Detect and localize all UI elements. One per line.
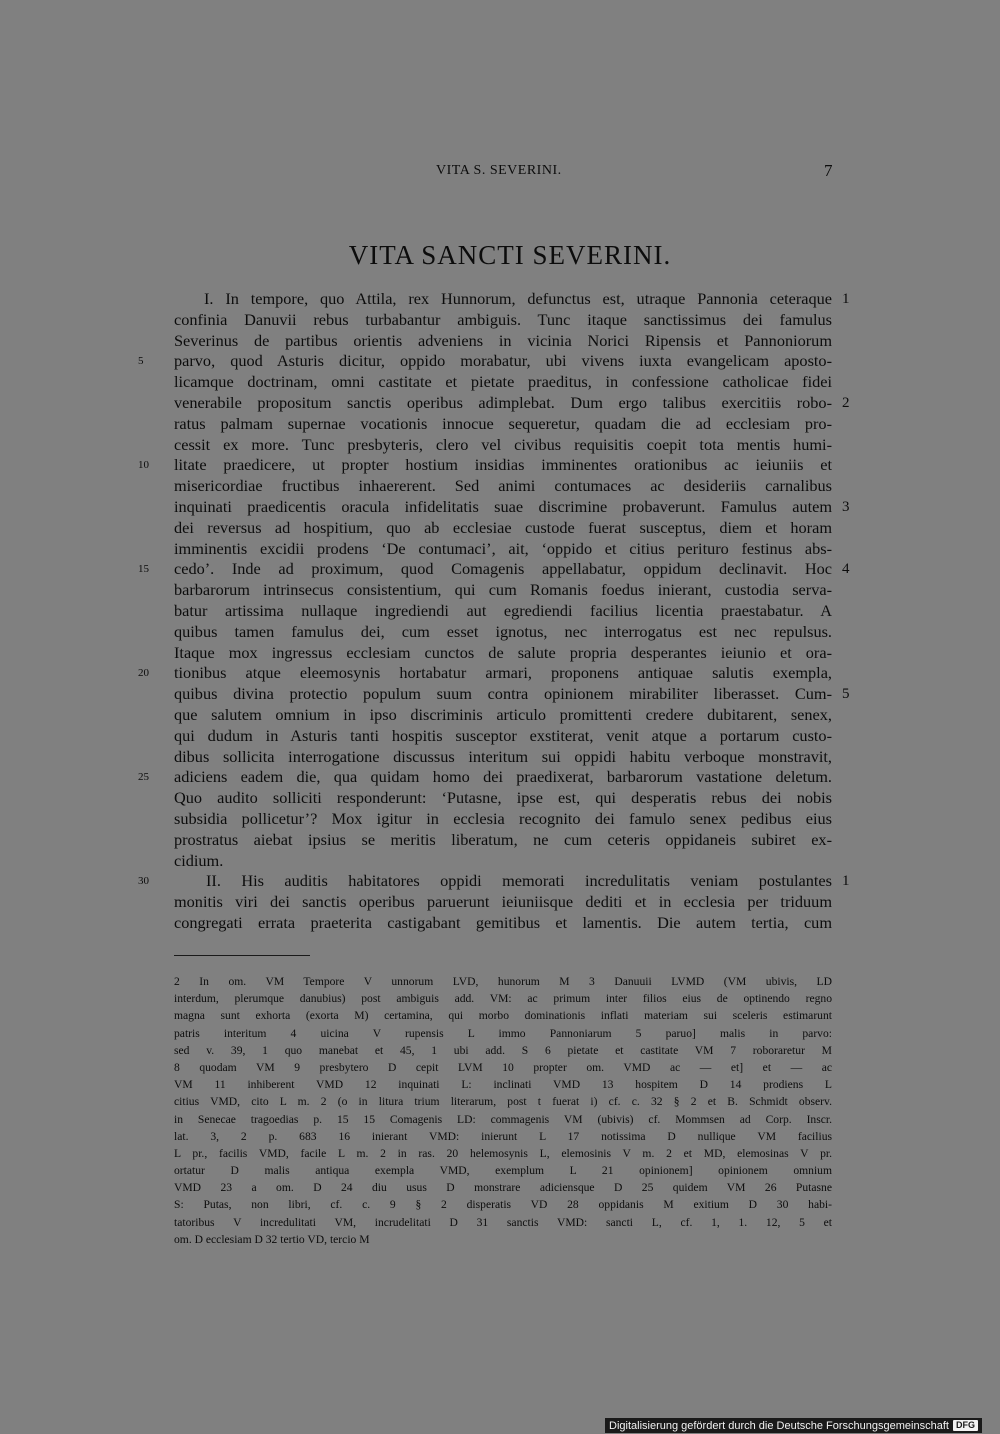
line-text: cidium. (174, 850, 224, 870)
text-line (174, 496, 850, 518)
footnote-line: sed v. 39, 1 quo manebat et 45, 1 ubi add. S 6 pietate et castitate VM 7 roboraretur M (174, 1043, 832, 1057)
line-text: I. In tempore, quo Attila, rex Hunnorum, defunctus est, utraque Pannonia ceteraque (204, 289, 832, 308)
footnote-line: ortatur D malis antiqua exempla VMD, exemplum L 21 opinionem] opinionem omnium (174, 1164, 832, 1178)
line-text: confinia Danuvii rebus turbabantur ambiguis. Tunc itaque sanctissimus dei famulus (174, 309, 832, 329)
text-line (174, 392, 850, 414)
text-line (174, 830, 832, 851)
line-number: 10 (138, 459, 149, 472)
footnote-line: patris interitum 4 uicina V rupensis L immo Pannoniarum 5 paruo] malis in parvo: (174, 1026, 832, 1040)
text-line (138, 351, 832, 372)
line-text: que salutem omnium in ipso discriminis articulo promittenti credere dubitarent, senex, (174, 704, 832, 724)
line-text: adiciens eadem die, qua quidam homo dei praedixerat, barbarorum vastatione deletum. (174, 767, 832, 787)
text-line (138, 871, 850, 892)
footnote-line: citius VMD, cito L m. 2 (o in litura trium literarum, post t fuerat i) cf. c. 32 § 2 et B. Schmidt observ. (174, 1095, 832, 1109)
text-line (174, 726, 832, 747)
line-text: Severinus de partibus orientis adveniens in vicinia Norici Ripensis et Pannoniorum (174, 330, 832, 350)
section-number: 1 (842, 291, 850, 307)
text-line (174, 310, 832, 331)
footnote-line: S: Putas, non libri, cf. c. 9 § 2 disperatis VD 28 oppidanis M exitium D 30 habi- (174, 1198, 832, 1212)
line-text: dibus sollicita interrogatione discussus interitum sui oppidi habitu verboque monstravit, (174, 746, 832, 766)
text-line (174, 622, 832, 643)
text-line (174, 414, 832, 435)
line-number: 15 (138, 563, 149, 576)
line-text: monitis viri dei sanctis operibus paruerunt ieiuniisque dediti et in ecclesia per triduum (174, 892, 832, 912)
line-text: quibus divina protectio populum suum contra opinionem mirabiliter liberasset. Cum- (174, 684, 832, 704)
running-title: VITA S. SEVERINI. (436, 163, 562, 178)
line-text: ratus palmam supernae vocationis innocue sequeretur, quadam die ad ecclesiam pro- (174, 413, 832, 433)
footnote-line: L pr., facilis VMD, facile L m. 2 in ras. 20 helemosynis L, elemosinis V m. 2 et MD, elemosinas V pr. (174, 1146, 832, 1160)
footnote-line: interdum, plerumque danubius) post ambiguis add. VM: ac primum inter filios eius de optinendo regno (174, 992, 832, 1006)
line-text: dei reversus ad hospitium, quo ab ecclesiae custode fuerat susceptus, diem et horam (174, 517, 832, 537)
text-line (174, 705, 832, 726)
footnote-line: tatoribus V incredulitati VM, incrudelitati D 31 sanctis VMD: sancti L, cf. 1, 1. 12, 5 et (174, 1215, 832, 1229)
funding-footer (605, 1418, 982, 1433)
footnotes (174, 973, 832, 1248)
text-line (174, 643, 832, 664)
section-number: 4 (842, 561, 850, 578)
line-text: barbarorum intrinsecus consistentium, qui cum Romanis foedus inierant, custodia serva- (174, 580, 832, 600)
line-text: venerabile propositum sanctis operibus adimplebat. Dum ergo talibus exercitiis robo- (174, 392, 832, 412)
text-line (174, 684, 850, 705)
line-text: qui dudum in Asturis tanti hospitis susceptor exstiterat, venit atque a portarum custo- (174, 725, 832, 745)
footnote-rule (174, 955, 310, 956)
line-text: litate praedicere, ut propter hostium insidias imminentes orationibus ac ieiuniis et (174, 455, 832, 475)
footnote-line: 2 In om. VM Tempore V unnorum LVD, hunorum M 3 Danuuii LVMD (VM ubivis, LD (174, 975, 832, 988)
text-line (174, 851, 832, 872)
footnote-line: lat. 3, 2 p. 683 16 inierant VMD: inierunt L 17 notissima D nullique VM facilius (174, 1129, 832, 1143)
text-line (138, 767, 832, 788)
line-text: II. His auditis habitatores oppidi memorati incredulitatis veniam postulantes (206, 871, 832, 891)
line-text: cessit ex more. Tunc presbyteris, clero vel civibus requisitis coepit tota mentis humi- (174, 434, 832, 454)
line-text: licamque doctrinam, omni castitate et pietate praeditus, in confessione catholicae fidei (174, 372, 832, 392)
text-line (174, 809, 832, 830)
text-line (174, 788, 832, 809)
line-number: 20 (138, 667, 149, 680)
line-text: imminentis excidii prodens ‘De contumaci’, ait, ‘oppido et citius perituro festinus abs- (174, 538, 832, 558)
line-text: subsidia pollicetur’? Mox igitur in ecclesia recognito dei famulo senex pedibus eius (174, 808, 832, 828)
text-line (174, 580, 832, 601)
text-line (174, 476, 832, 497)
text-line (174, 913, 832, 934)
text-line (174, 892, 832, 913)
text-line (138, 559, 850, 580)
line-number: 25 (138, 771, 149, 784)
section-number: 1 (842, 873, 850, 890)
text-line (174, 747, 832, 768)
line-text: Itaque mox ingressus ecclesiam cunctos de salute propria desperantes ieiunio et ora- (174, 642, 832, 662)
line-number: 30 (138, 875, 149, 888)
text-line (174, 601, 832, 622)
line-text: parvo, quod Asturis dicitur, oppido morabatur, ubi vivens iuxta evangelicam aposto- (174, 351, 832, 371)
line-text: prostratus aiebat ipsius se meritis liberatum, ne cum ceteris oppidaneis subiret ex- (174, 829, 832, 849)
page-title: VITA SANCTI SEVERINI. (348, 240, 672, 270)
line-text: cedo’. Inde ad proximum, quod Comagenis appellabatur, oppidum declinavit. Hoc (174, 559, 832, 579)
text-line (174, 331, 832, 352)
line-number: 5 (138, 355, 144, 368)
line-text: quibus tamen famulus dei, cum esset ignotus, nec interrogatus est nec repulsus. (174, 621, 832, 641)
text-line (174, 539, 832, 560)
text-line (138, 663, 832, 684)
line-text: tionibus atque eleemosynis hortabatur armari, proponens antiquae salutis exempla, (174, 663, 832, 683)
line-text: Quo audito solliciti responderunt: ‘Putasne, ipse est, qui desperatis rebus dei nobis (174, 788, 832, 808)
footnote-line: 8 quodam VM 9 presbytero D cepit LVM 10 propter om. VMD ac — et] et — ac (174, 1060, 832, 1074)
footnote-line: VMD 23 a om. D 24 diu usus D monstrare adiciensque D 25 quidem VM 26 Putasne (174, 1181, 832, 1195)
section-number: 3 (842, 498, 850, 515)
footer-text: Digitalisierung gefördert durch die Deutsche Forschungsgemeinschaft (609, 1419, 949, 1432)
footnote-line: om. D ecclesiam D 32 tertio VD, tercio M (174, 1232, 370, 1246)
section-number: 2 (842, 394, 850, 411)
page-number: 7 (824, 161, 833, 180)
line-text: misericordiae fructibus inhaererent. Sed animi contumaces ac desideriis carnalibus (174, 476, 832, 496)
footnote-line: VM 11 inhiberent VMD 12 inquinati L: inclinati VMD 13 hospitem D 14 prodiens L (174, 1078, 832, 1092)
text-line (174, 289, 850, 310)
footnote-line: in Senecae tragoedias p. 15 15 Comagenis LD: commagenis VM (ubivis) cf. Mommsen ad Corp. Inscr. (174, 1112, 832, 1126)
line-text: inquinati praedicentis oracula infidelitatis suae discrimine probaverunt. Famulus autem (174, 496, 832, 516)
text-line (138, 455, 832, 476)
section-number: 5 (842, 686, 850, 703)
line-text: batur artissima nullaque ingrediendi aut egrediendi facilius licentia praestabatur. A (174, 600, 832, 620)
text-line (174, 372, 832, 393)
text-line (174, 435, 832, 456)
line-text: congregati errata praeterita castigabant gemitibus et lamentis. Die autem tertia, cum (174, 912, 832, 932)
text-line (174, 518, 832, 539)
footnote-line: magna sunt exhorta (exorta M) certamina, qui morbo dominationis inflati materiam sui sceleris estimarunt (174, 1009, 832, 1023)
dfg-logo-icon: DFG (953, 1420, 978, 1431)
main-text (138, 289, 850, 934)
